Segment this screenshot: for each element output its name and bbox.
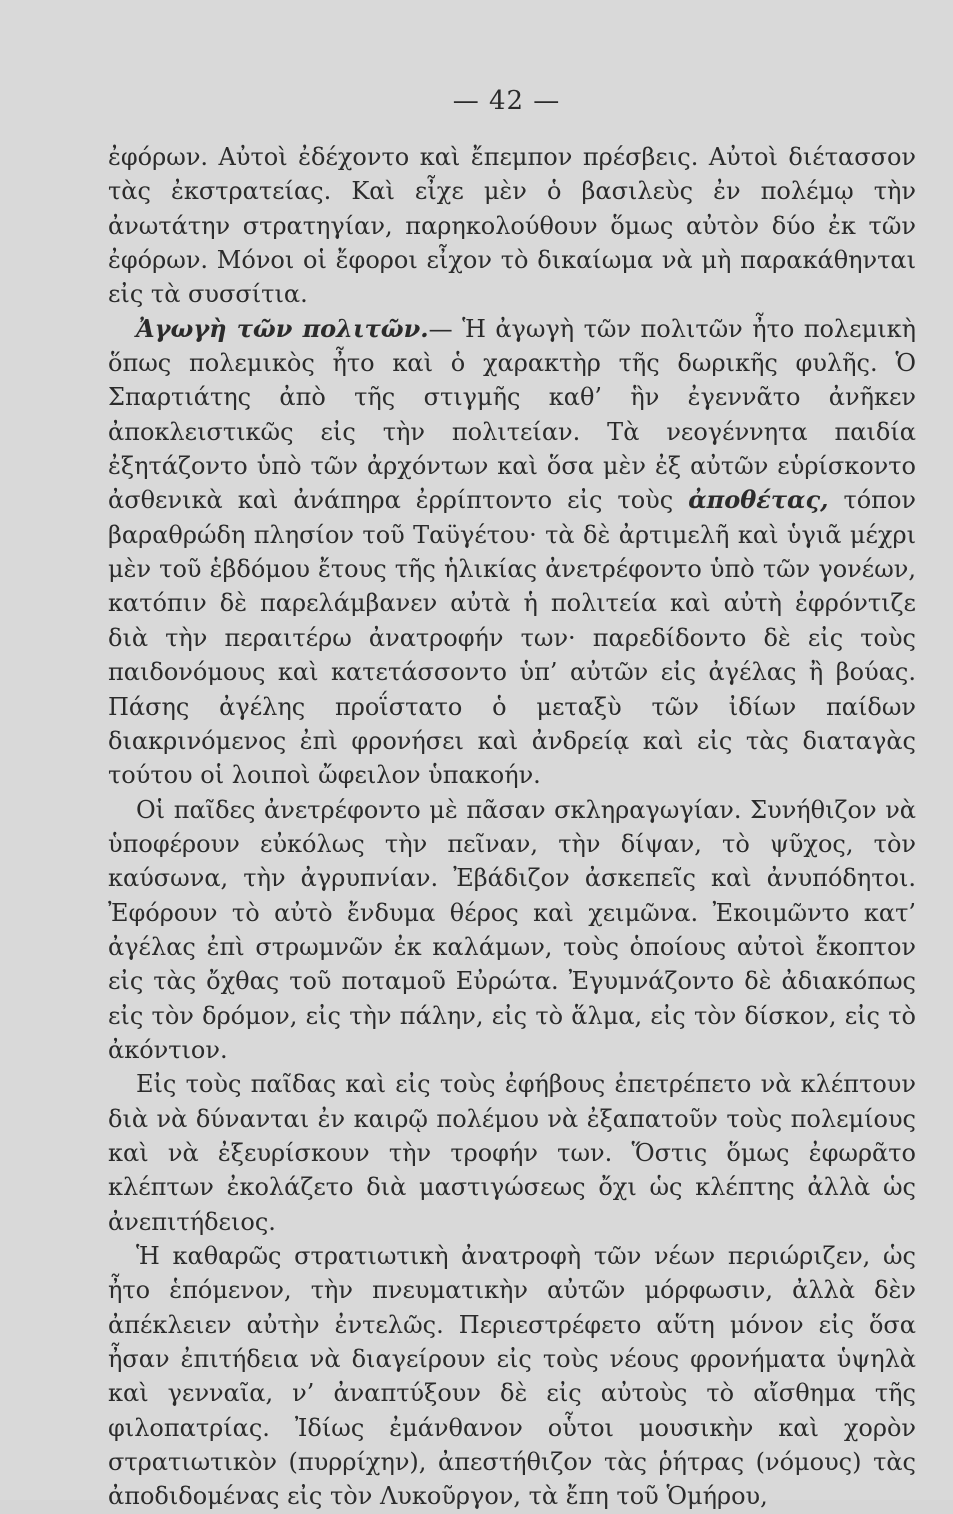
paragraph-text: Οἱ παῖδες ἀνετρέφοντο μὲ πᾶσαν σκληραγωγίαν. Συνήθιζον νὰ ὑποφέρουν εὐκόλως τὴν πεῖναν, τὴν δίψαν, τὸ ψῦχος, τὸν καύσωνα, τὴν ἀγρυπνίαν. Ἐβάδιζον ἀσκεπεῖς καὶ ἀνυπόδητοι. Ἐφόρουν τὸ αὐτὸ ἔνδυμα θέρος καὶ χειμῶνα. Ἐκοιμῶντο κατ’ ἀγέλας ἐπὶ στρωμνῶν ἐκ καλάμων, τοὺς ὁποίους αὐτοὶ ἔκοπτον εἰς τὰς ὄχθας τοῦ ποταμοῦ Εὐρώτα. Ἐγυμνάζοντο δὲ ἀδιακόπως εἰς τὸν δρόμον, εἰς τὴν πάλην, εἰς τὸ ἅλμα, εἰς τὸν δίσκον, εἰς τὸ ἀκόντιον.: [108, 795, 916, 1064]
paragraph-text: — Ἡ ἀγωγὴ τῶν πολιτῶν ἦτο πολεμικὴ ὅπως πολεμικὸς ἦτο καὶ ὁ χαρακτὴρ τῆς δωρικῆς φυλῆς. Ὁ Σπαρτιάτης ἀπὸ τῆς στιγμῆς καθ’ ἣν ἐγεννᾶτο ἀνῆκεν ἀποκλειστικῶς εἰς τὴν πολιτείαν. Τὰ νεογέννητα παιδία ἐξητάζοντο ὑπὸ τῶν ἀρχόντων καὶ ὅσα μὲν ἐξ αὐτῶν εὑρίσκοντο ἀσθενικὰ καὶ ἀνάπηρα ἐρρίπτοντο εἰς τοὺς: [108, 314, 916, 515]
paragraph: [108, 793, 916, 1068]
paragraph-text: τόπον βαραθρώδη πλησίον τοῦ Ταϋγέτου· τὰ δὲ ἀρτιμελῆ καὶ ὑγιᾶ μέχρι μὲν τοῦ ἑβδόμου ἔτους τῆς ἡλικίας ἀνετρέφοντο ὑπὸ τῶν γονέων, κατόπιν δὲ παρελάμβανεν αὐτὰ ἡ πολιτεία καὶ αὐτὴ ἐφρόντιζε διὰ τὴν περαιτέρω ἀνατροφήν των· παρεδίδοντο δὲ εἰς τοὺς παιδονόμους καὶ κατετάσσοντο ὑπ’ αὐτῶν εἰς ἀγέλας ἢ βούας. Πάσης ἀγέλης προΐστατο ὁ μεταξὺ τῶν ἰδίων παίδων διακρινόμενος ἐπὶ φρονήσει καὶ ἀνδρείᾳ καὶ εἰς τὰς διαταγὰς τούτου οἱ λοιποὶ ὤφειλον ὑπακοήν.: [108, 486, 916, 790]
paragraph-text: Εἰς τοὺς παῖδας καὶ εἰς τοὺς ἐφήβους ἐπετρέπετο νὰ κλέπτουν διὰ νὰ δύνανται ἐν καιρῷ πολέμου νὰ ἐξαπατοῦν τοὺς πολεμίους καὶ νὰ ἐξευρίσκουν τὴν τροφήν των. Ὅστις ὅμως ἐφωρᾶτο κλέπτων ἐκολάζετο διὰ μαστιγώσεως ὄχι ὡς κλέπτης ἀλλὰ ὡς ἀνεπιτήδειος.: [108, 1070, 916, 1236]
paragraph: [108, 1067, 916, 1239]
page-number: — 42 —: [452, 86, 561, 116]
body-text: [108, 140, 916, 1514]
paragraph: [108, 312, 916, 793]
section-heading: Ἀγωγὴ τῶν πολιτῶν.: [136, 313, 429, 343]
paragraph: [108, 1239, 916, 1514]
paragraph-text: Ἡ καθαρῶς στρατιωτικὴ ἀνατροφὴ τῶν νέων περιώριζεν, ὡς ἦτο ἑπόμενον, τὴν πνευματικὴν αὐτῶν μόρφωσιν, ἀλλὰ δὲν ἀπέκλειεν αὐτὴν ἐντελῶς. Περιεστρέφετο αὕτη μόνον εἰς ὅσα ἦσαν ἐπιτήδεια νὰ διαγείρουν εἰς τοὺς νέους φρονήματα ὑψηλὰ καὶ γενναῖα, ν’ ἀναπτύξουν δὲ εἰς αὐτοὺς τὸ αἴσθημα τῆς φιλοπατρίας. Ἰδίως ἐμάνθανον οὗτοι μουσικὴν καὶ χορὸν στρατιωτικὸν (πυρρίχην), ἀπεστήθιζον τὰς ῥήτρας (νόμους) τὰς ἀποδιδομένας εἰς τὸν Λυκοῦργον, τὰ ἔπη τοῦ Ὁμήρου,: [108, 1242, 916, 1511]
emphasized-term: ἀποθέτας,: [688, 485, 829, 515]
paragraph-text: ἐφόρων. Αὐτοὶ ἐδέχοντο καὶ ἔπεμπον πρέσβεις. Αὐτοὶ διέτασσον τὰς ἐκστρατείας. Καὶ εἶχε μὲν ὁ βασιλεὺς ἐν πολέμῳ τὴν ἀνωτάτην στρατηγίαν, παρηκολούθουν ὅμως αὐτὸν δύο ἐκ τῶν ἐφόρων. Μόνοι οἱ ἔφοροι εἶχον τὸ δικαίωμα νὰ μὴ παρακάθηνται εἰς τὰ συσσίτια.: [108, 143, 916, 309]
paragraph: [108, 140, 916, 312]
